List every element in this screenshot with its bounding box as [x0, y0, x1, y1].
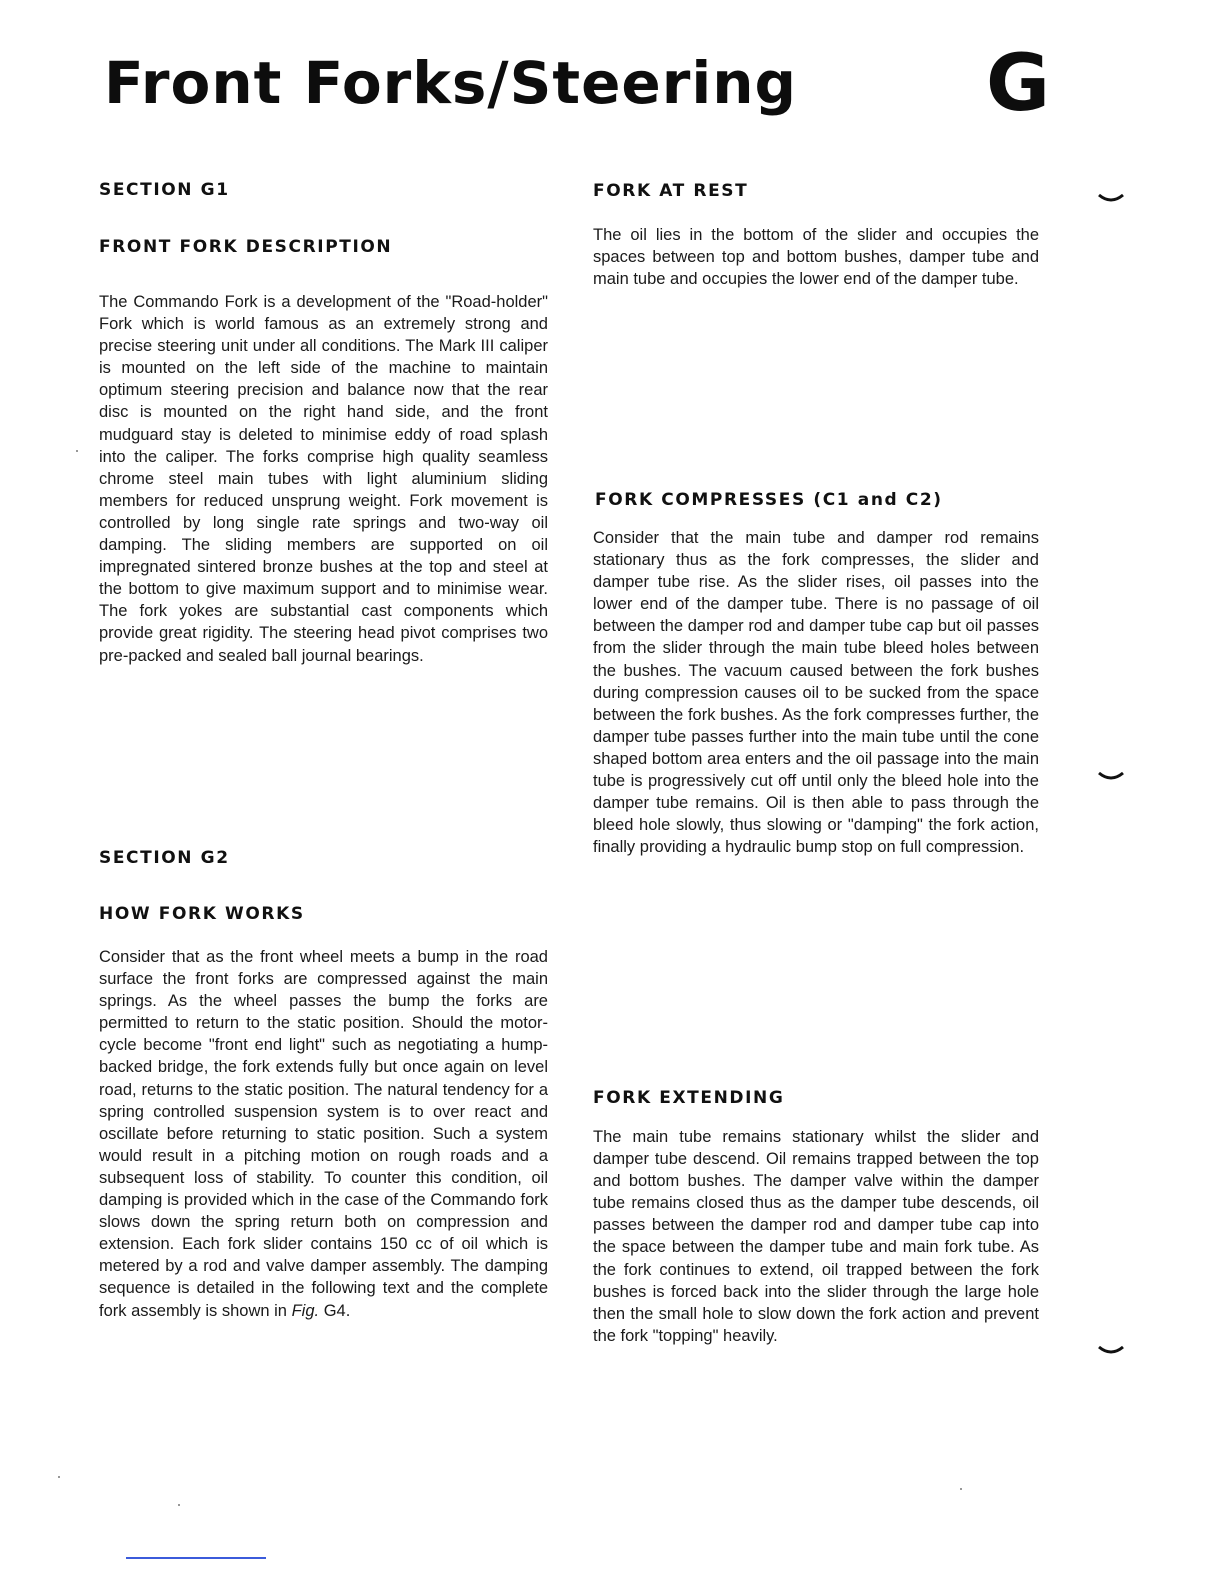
how-fork-works-heading: HOW FORK WORKS [99, 904, 305, 924]
section-letter: G [986, 39, 1051, 129]
fork-extending-text: The main tube remains stationary whilst the slider and damper tube descend. Oil remains trapped between the top and bottom bushes. The damper valve within the damper tube remains closed thus as the damper tube descends, oil passes between the damper rod and damper tube cap into the space between the damper tube and main fork tube. As the fork continues to extend, oil trapped between the fork bushes is forced back into the slider through the large hole then the small hole to slow down the fork action and prevent the fork "topping" heavily. [593, 1128, 1039, 1345]
page-title: Front Forks/Steering [104, 49, 798, 117]
front-fork-description-heading: FRONT FORK DESCRIPTION [99, 237, 393, 257]
scan-speck [58, 1476, 60, 1478]
footer-rule [126, 1557, 266, 1559]
fork-compresses-heading: FORK COMPRESSES (C1 and C2) [595, 490, 943, 510]
front-fork-description-text: The Commando Fork is a development of the "Road-holder" Fork which is world famous as an extremely strong and precise steering unit under all conditions. The Mark III caliper is mounted on the left side of the machine to maintain optimum steering precision and balance now that the rear disc is mounted on the right hand side, and the front mudguard stay is deleted to minimise eddy of road splash into the caliper. The forks comprise high quality seamless chrome steel main tubes with light aluminium sliding members for reduced unsprung weight. Fork movement is controlled by long single rate springs and two-way oil damping. The sliding members are supported on oil impregnated sintered bronze bushes at the top and steel at the bottom to give maximum support and to minimise wear. The fork yokes are substantial cast components which provide great rigidity. The steering head pivot comprises two pre-packed and sealed ball journal bearings. [99, 293, 548, 665]
section-g2-heading: SECTION G2 [99, 848, 230, 868]
figure-reference: Fig. [291, 1301, 320, 1320]
binding-mark-icon [1098, 771, 1124, 781]
how-fork-works-paragraph [99, 946, 548, 1322]
section-g1-heading: SECTION G1 [99, 180, 230, 200]
binding-mark-icon [1098, 193, 1124, 203]
figure-number: G4. [323, 1301, 351, 1320]
how-fork-works-text: Consider that as the front wheel meets a bump in the road surface the front forks are compressed against the main springs. As the wheel passes the bump the forks are permitted to return to the static position. Should the motor-cycle become "front end light" such as negotiating a hump-backed bridge, the fork extends fully but once again on level road, returns to the static position. The natural tendency for a spring controlled suspension system is to over react and oscillate before returning to static position. Such a system would result in a pitching motion on rough roads and a subsequent loss of stability. To counter this condition, oil damping is provided which in the case of the Commando fork slows down the spring return both on compression and extension. Each fork slider contains 150 cc of oil which is metered by a rod and valve damper assembly. The damping sequence is detailed in the following text and the complete fork assembly is shown in [99, 948, 548, 1320]
binding-mark-icon [1098, 1345, 1124, 1355]
scan-speck [76, 450, 78, 452]
scan-speck [960, 1488, 962, 1490]
scan-speck [178, 1504, 180, 1506]
fork-at-rest-heading: FORK AT REST [593, 181, 749, 201]
fork-at-rest-text: The oil lies in the bottom of the slider and occupies the spaces between top and bottom bushes, damper tube and main tube and occupies the lower end of the damper tube. [593, 226, 1039, 289]
fork-extending-heading: FORK EXTENDING [593, 1088, 785, 1108]
fork-compresses-text: Consider that the main tube and damper rod remains stationary thus as the fork compresses, the slider and damper tube rise. As the slider rises, oil passes into the lower end of the damper tube. There is no passage of oil between the damper rod and damper tube cap but oil passes from the slider through the main tube bleed holes between the bushes. The vacuum caused between the fork bushes during compression causes oil to be sucked from the space between the fork bushes. As the fork compresses further, the damper tube passes further into the main tube until the cone shaped bottom area enters and the oil passage into the main tube is progressively cut off until only the bleed hole into the damper tube remains. Oil is then able to pass through the bleed hole slowly, thus slowing or "damping" the fork action, finally providing a hydraulic bump stop on full compression. [593, 529, 1039, 857]
